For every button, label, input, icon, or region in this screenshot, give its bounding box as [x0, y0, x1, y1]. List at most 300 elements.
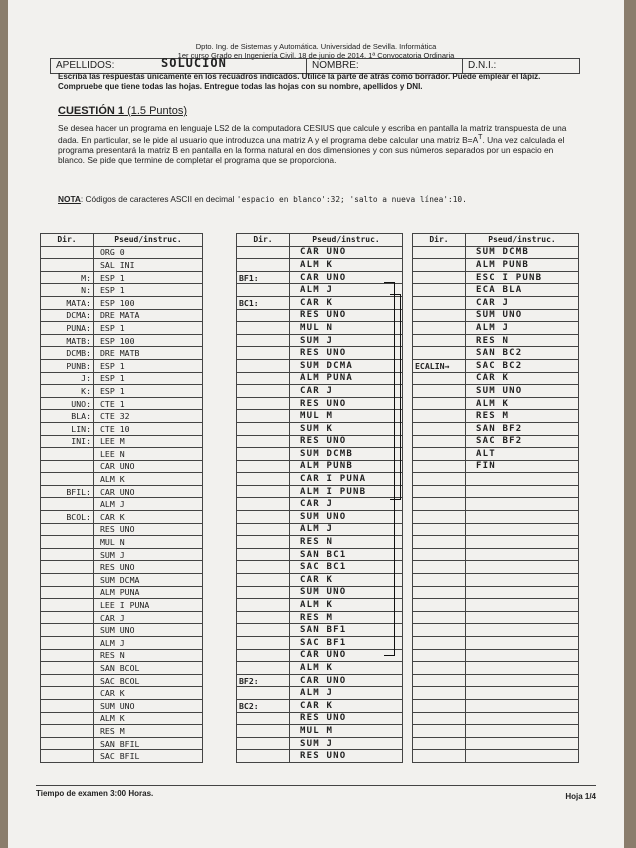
instruction-cell: [466, 725, 579, 738]
table-row: [237, 498, 403, 511]
instruction-cell: ALM I PUNB: [290, 485, 403, 498]
instruction-cell: [466, 737, 579, 750]
instruction-cell: CAR UNO: [94, 485, 203, 498]
dir-cell: [41, 536, 94, 549]
table-row: [237, 699, 403, 712]
instruction-cell: ALM J: [290, 687, 403, 700]
instruction-cell: ESP 100: [94, 334, 203, 347]
dir-cell: INI:: [41, 435, 94, 448]
table-row: [413, 699, 579, 712]
instruction-cell: [466, 473, 579, 486]
dir-cell: MATB:: [41, 334, 94, 347]
table-row: [237, 737, 403, 750]
table-row: [41, 649, 203, 662]
table-row: [41, 322, 203, 335]
dir-cell: [237, 712, 290, 725]
dir-cell: [413, 624, 466, 637]
instruction-cell: MUL N: [290, 322, 403, 335]
table-row: [237, 536, 403, 549]
dir-cell: [237, 737, 290, 750]
table-row: [41, 334, 203, 347]
instruction-cell: SAC BC1: [290, 561, 403, 574]
table-row: [41, 410, 203, 423]
dir-header: Dir.: [413, 234, 466, 247]
table-row: [413, 687, 579, 700]
table-row: [41, 737, 203, 750]
dir-cell: [41, 737, 94, 750]
table-row: [237, 599, 403, 612]
table-row: [413, 347, 579, 360]
dir-cell: BC1:: [237, 296, 290, 309]
instruction-cell: ALM J: [290, 523, 403, 536]
table-row: [41, 435, 203, 448]
table-row: [413, 523, 579, 536]
dir-cell: [413, 385, 466, 398]
dir-cell: [237, 624, 290, 637]
table-row: [41, 511, 203, 524]
dir-cell: [413, 674, 466, 687]
instruction-cell: RES M: [466, 410, 579, 423]
table-row: [413, 334, 579, 347]
table-row: [237, 586, 403, 599]
table-row: [237, 485, 403, 498]
instructions: Escriba las respuestas únicamente en los recuadros indicados. Utilice la parte de atrás como borrador. Puede emplear el lápiz. Compruebe que tiene todas las hojas. Entregue todas las hojas con su nombre, apellidos y DNI.: [58, 72, 541, 91]
table-row: [413, 284, 579, 297]
table-row: [413, 611, 579, 624]
table-row: [413, 624, 579, 637]
instruction-cell: ESP 1: [94, 284, 203, 297]
table-row: [41, 586, 203, 599]
instruction-cell: RES N: [466, 334, 579, 347]
dir-cell: [41, 561, 94, 574]
instruction-cell: SAL INI: [94, 259, 203, 272]
dir-cell: [237, 397, 290, 410]
table-row: [237, 637, 403, 650]
table-row: [41, 712, 203, 725]
instruction-cell: ESP 1: [94, 359, 203, 372]
dir-cell: [41, 699, 94, 712]
table-row: [237, 334, 403, 347]
table-row: [41, 347, 203, 360]
dir-cell: BF1:: [237, 271, 290, 284]
question-statement: [58, 123, 578, 166]
dir-cell: [237, 485, 290, 498]
header-dept: Dpto. Ing. de Sistemas y Automática. Universidad de Sevilla. Informática: [195, 42, 437, 51]
dir-cell: [413, 725, 466, 738]
table-row: [237, 296, 403, 309]
table-row: [237, 460, 403, 473]
dir-cell: [413, 410, 466, 423]
instruction-cell: CAR J: [466, 296, 579, 309]
instruction-cell: [466, 561, 579, 574]
dir-cell: BLA:: [41, 410, 94, 423]
instruction-cell: [466, 485, 579, 498]
dir-cell: [413, 448, 466, 461]
instruction-cell: SAN BCOL: [94, 662, 203, 675]
dir-cell: [41, 448, 94, 461]
dir-cell: MATA:: [41, 296, 94, 309]
dir-cell: [413, 309, 466, 322]
dir-cell: [237, 536, 290, 549]
dir-cell: [41, 460, 94, 473]
dir-cell: [237, 561, 290, 574]
instruction-cell: MUL N: [94, 536, 203, 549]
instruction-cell: ALM PUNB: [466, 259, 579, 272]
instruction-cell: CAR J: [94, 611, 203, 624]
table-row: [41, 296, 203, 309]
instruction-cell: SUM UNO: [94, 699, 203, 712]
instruction-cell: CAR K: [94, 511, 203, 524]
instruction-cell: [466, 611, 579, 624]
instruction-cell: ALM K: [94, 473, 203, 486]
instruction-cell: [466, 637, 579, 650]
dir-cell: [237, 410, 290, 423]
program-table-1: [40, 233, 203, 763]
table-row: [413, 372, 579, 385]
table-row: [41, 372, 203, 385]
instruction-cell: SAC BC2: [466, 359, 579, 372]
program-table-2: [236, 233, 403, 763]
instruction-cell: SAC BFIL: [94, 750, 203, 763]
table-row: [41, 699, 203, 712]
dir-cell: UNO:: [41, 397, 94, 410]
question-points: (1.5 Puntos): [127, 105, 187, 117]
dir-cell: ECALIN→: [413, 359, 466, 372]
instruction-cell: CAR UNO: [290, 649, 403, 662]
table-row: [237, 397, 403, 410]
dir-cell: [413, 737, 466, 750]
table-row: [237, 674, 403, 687]
dir-cell: [237, 750, 290, 763]
instruction-cell: ESP 1: [94, 385, 203, 398]
table-row: [413, 309, 579, 322]
instruction-cell: SUM J: [290, 334, 403, 347]
table-row: [413, 548, 579, 561]
instruction-cell: SAN BC1: [290, 548, 403, 561]
instruction-cell: SUM DCMB: [290, 448, 403, 461]
dir-cell: [413, 561, 466, 574]
dir-cell: [237, 473, 290, 486]
instruction-cell: [466, 712, 579, 725]
instruction-cell: RES UNO: [290, 397, 403, 410]
dir-cell: [413, 548, 466, 561]
instruction-cell: ALM J: [94, 498, 203, 511]
instruction-cell: ECA BLA: [466, 284, 579, 297]
nombre-field: [307, 59, 463, 73]
dir-cell: [237, 611, 290, 624]
table-row: [237, 611, 403, 624]
instruction-cell: CTE 1: [94, 397, 203, 410]
table-row: [41, 422, 203, 435]
table-row: [413, 448, 579, 461]
dir-cell: BF2:: [237, 674, 290, 687]
table-row: [413, 737, 579, 750]
instruction-cell: CAR UNO: [290, 271, 403, 284]
table-row: [413, 359, 579, 372]
instruction-header: Pseud/instruc.: [290, 234, 403, 247]
dir-cell: [413, 347, 466, 360]
instruction-cell: SUM UNO: [466, 385, 579, 398]
dir-cell: [413, 498, 466, 511]
instruction-cell: SUM J: [290, 737, 403, 750]
table-row: [41, 246, 203, 259]
table-row: [413, 536, 579, 549]
table-row: [237, 259, 403, 272]
dir-cell: [413, 372, 466, 385]
instruction-cell: ALM K: [290, 662, 403, 675]
dir-header: Dir.: [41, 234, 94, 247]
table-row: [413, 385, 579, 398]
question-title-text: CUESTIÓN 1: [58, 105, 125, 117]
instruction-header: Pseud/instruc.: [94, 234, 203, 247]
instruction-cell: SAN BF2: [466, 422, 579, 435]
table-row: [413, 271, 579, 284]
table-row: [237, 422, 403, 435]
instruction-cell: ESP 1: [94, 322, 203, 335]
instruction-cell: CAR J: [290, 498, 403, 511]
statement-part-2: . Una vez calculada el programa presentará la matriz B en pantalla en la forma natural en dos dimensiones y con sus números separados por un espacio en blanco. Se pide que termine de completar el programa que se proporciona.: [58, 135, 565, 166]
instruction-cell: SUM DCMA: [290, 359, 403, 372]
table-row: [413, 511, 579, 524]
table-row: [237, 750, 403, 763]
table-row: [237, 649, 403, 662]
instruction-cell: SAC BF2: [466, 435, 579, 448]
instruction-cell: ALM K: [94, 712, 203, 725]
dir-cell: [41, 624, 94, 637]
instruction-cell: RES UNO: [94, 523, 203, 536]
table-row: [237, 473, 403, 486]
instruction-cell: LEE M: [94, 435, 203, 448]
instruction-cell: [466, 624, 579, 637]
table-row: [413, 485, 579, 498]
instruction-cell: CAR K: [466, 372, 579, 385]
note-codes: 'espacio en blanco':32; 'salto a nueva línea':10.: [236, 195, 467, 204]
table-row: [413, 649, 579, 662]
instruction-header: Pseud/instruc.: [466, 234, 579, 247]
table-row: [413, 674, 579, 687]
apellidos-field: [51, 56, 307, 73]
table-row: [237, 322, 403, 335]
table-row: [41, 687, 203, 700]
table-row: [237, 309, 403, 322]
table-row: [413, 561, 579, 574]
dir-cell: [237, 322, 290, 335]
dir-cell: [237, 637, 290, 650]
dir-cell: [237, 385, 290, 398]
dir-cell: [237, 334, 290, 347]
table-row: [413, 586, 579, 599]
instruction-cell: LEE I PUNA: [94, 599, 203, 612]
table-row: [413, 460, 579, 473]
table-row: [237, 712, 403, 725]
dir-cell: [237, 649, 290, 662]
dir-cell: [413, 536, 466, 549]
table-row: [413, 322, 579, 335]
dir-cell: [237, 422, 290, 435]
table-row: [237, 561, 403, 574]
dir-cell: [237, 347, 290, 360]
dir-cell: [413, 397, 466, 410]
dir-cell: [237, 359, 290, 372]
dir-cell: [413, 271, 466, 284]
instruction-cell: RES N: [94, 649, 203, 662]
exam-time: Tiempo de examen 3:00 Horas.: [36, 789, 154, 798]
dir-cell: [41, 259, 94, 272]
table-row: [41, 574, 203, 587]
table-row: [41, 397, 203, 410]
table-row: [237, 435, 403, 448]
instruction-cell: SUM UNO: [290, 586, 403, 599]
dir-cell: [41, 750, 94, 763]
instruction-cell: MUL M: [290, 725, 403, 738]
dir-cell: [237, 574, 290, 587]
instruction-cell: SUM UNO: [290, 511, 403, 524]
dir-cell: [413, 712, 466, 725]
instruction-cell: [466, 750, 579, 763]
dir-cell: [413, 699, 466, 712]
dir-cell: M:: [41, 271, 94, 284]
dir-cell: [41, 586, 94, 599]
instruction-cell: SAN BF1: [290, 624, 403, 637]
table-row: [413, 435, 579, 448]
dir-cell: [237, 687, 290, 700]
dir-cell: [413, 485, 466, 498]
instruction-cell: ALM K: [466, 397, 579, 410]
dir-cell: PUNA:: [41, 322, 94, 335]
header-course: 1er curso Grado en Ingeniería Civil. 18 de junio de 2014. 1ª Convocatoria Ordinaria: [177, 51, 455, 60]
dir-cell: [413, 511, 466, 524]
dni-field: [463, 59, 579, 73]
dir-cell: [41, 473, 94, 486]
instruction-cell: [466, 674, 579, 687]
instruction-cell: [466, 574, 579, 587]
exam-sheet: [8, 0, 624, 848]
instruction-cell: DRE MATA: [94, 309, 203, 322]
note-label: NOTA: [58, 194, 81, 204]
table-row: [41, 271, 203, 284]
table-row: [237, 410, 403, 423]
dir-header: Dir.: [237, 234, 290, 247]
question-title: [58, 105, 187, 117]
table-row: [237, 725, 403, 738]
instruction-cell: CAR K: [290, 574, 403, 587]
dir-cell: [41, 649, 94, 662]
instruction-cell: [466, 548, 579, 561]
page-number: Hoja 1/4: [565, 792, 596, 801]
table-row: [237, 448, 403, 461]
instruction-cell: SUM DCMA: [94, 574, 203, 587]
table-row: [413, 397, 579, 410]
table-row: [413, 637, 579, 650]
table-row: [41, 725, 203, 738]
instruction-cell: RES UNO: [290, 435, 403, 448]
dir-cell: DCMA:: [41, 309, 94, 322]
table-row: [41, 385, 203, 398]
dir-cell: J:: [41, 372, 94, 385]
dir-cell: [41, 611, 94, 624]
table-row: [41, 473, 203, 486]
dir-cell: [237, 498, 290, 511]
instruction-cell: CAR UNO: [94, 460, 203, 473]
transpose-superscript: T: [478, 134, 483, 142]
table-row: [41, 309, 203, 322]
dir-cell: [413, 523, 466, 536]
table-row: [237, 372, 403, 385]
instruction-cell: ALM J: [94, 637, 203, 650]
dir-cell: [413, 662, 466, 675]
table-row: [41, 259, 203, 272]
dir-cell: [413, 473, 466, 486]
dni-label: D.N.I.:: [468, 60, 497, 71]
table-row: [237, 574, 403, 587]
instruction-cell: CAR K: [94, 687, 203, 700]
table-row: [41, 284, 203, 297]
dir-cell: [413, 637, 466, 650]
statement-part-1: Se desea hacer un programa en lenguaje LS2 de la computadora CESIUS que calcule y escriba en pantalla la matriz transpuesta de una dada. En particular, se le pide al usuario que introduzca una matriz A y el programa debe calcular una matriz B=A: [58, 123, 567, 145]
instruction-cell: RES UNO: [290, 712, 403, 725]
dir-cell: [41, 662, 94, 675]
table-row: [413, 246, 579, 259]
table-row: [413, 599, 579, 612]
table-row: [237, 511, 403, 524]
dir-cell: [41, 498, 94, 511]
dir-cell: [413, 284, 466, 297]
table-row: [237, 284, 403, 297]
dir-cell: [413, 750, 466, 763]
dir-cell: [41, 687, 94, 700]
dir-cell: [41, 637, 94, 650]
table-row: [413, 574, 579, 587]
dir-cell: [41, 674, 94, 687]
instruction-cell: RES UNO: [94, 561, 203, 574]
dir-cell: LIN:: [41, 422, 94, 435]
dir-cell: [237, 599, 290, 612]
dir-cell: [237, 460, 290, 473]
instruction-cell: CAR UNO: [290, 246, 403, 259]
instruction-cell: ESP 1: [94, 372, 203, 385]
table-row: [41, 599, 203, 612]
dir-cell: BC2:: [237, 699, 290, 712]
instruction-cell: SUM UNO: [94, 624, 203, 637]
table-row: [41, 624, 203, 637]
instruction-cell: RES M: [290, 611, 403, 624]
table-row: [237, 385, 403, 398]
table-row: [237, 523, 403, 536]
table-row: [41, 448, 203, 461]
instruction-cell: SAC BF1: [290, 637, 403, 650]
instruction-cell: ALM PUNB: [290, 460, 403, 473]
instruction-cell: DRE MATB: [94, 347, 203, 360]
dir-cell: [413, 611, 466, 624]
table-row: [41, 536, 203, 549]
instruction-cell: MUL M: [290, 410, 403, 423]
table-row: [237, 347, 403, 360]
table-row: [413, 473, 579, 486]
instruction-cell: SUM K: [290, 422, 403, 435]
instruction-cell: [466, 687, 579, 700]
instruction-cell: ESP 1: [94, 271, 203, 284]
instruction-cell: RES UNO: [290, 750, 403, 763]
instruction-cell: SAN BC2: [466, 347, 579, 360]
instruction-cell: ALT: [466, 448, 579, 461]
instruction-cell: CTE 32: [94, 410, 203, 423]
instruction-cell: [466, 662, 579, 675]
instruction-cell: [466, 699, 579, 712]
instruction-cell: [466, 586, 579, 599]
instruction-cell: CAR UNO: [290, 674, 403, 687]
instruction-cell: [466, 599, 579, 612]
note-text: : Códigos de caracteres ASCII en decimal: [80, 194, 235, 204]
